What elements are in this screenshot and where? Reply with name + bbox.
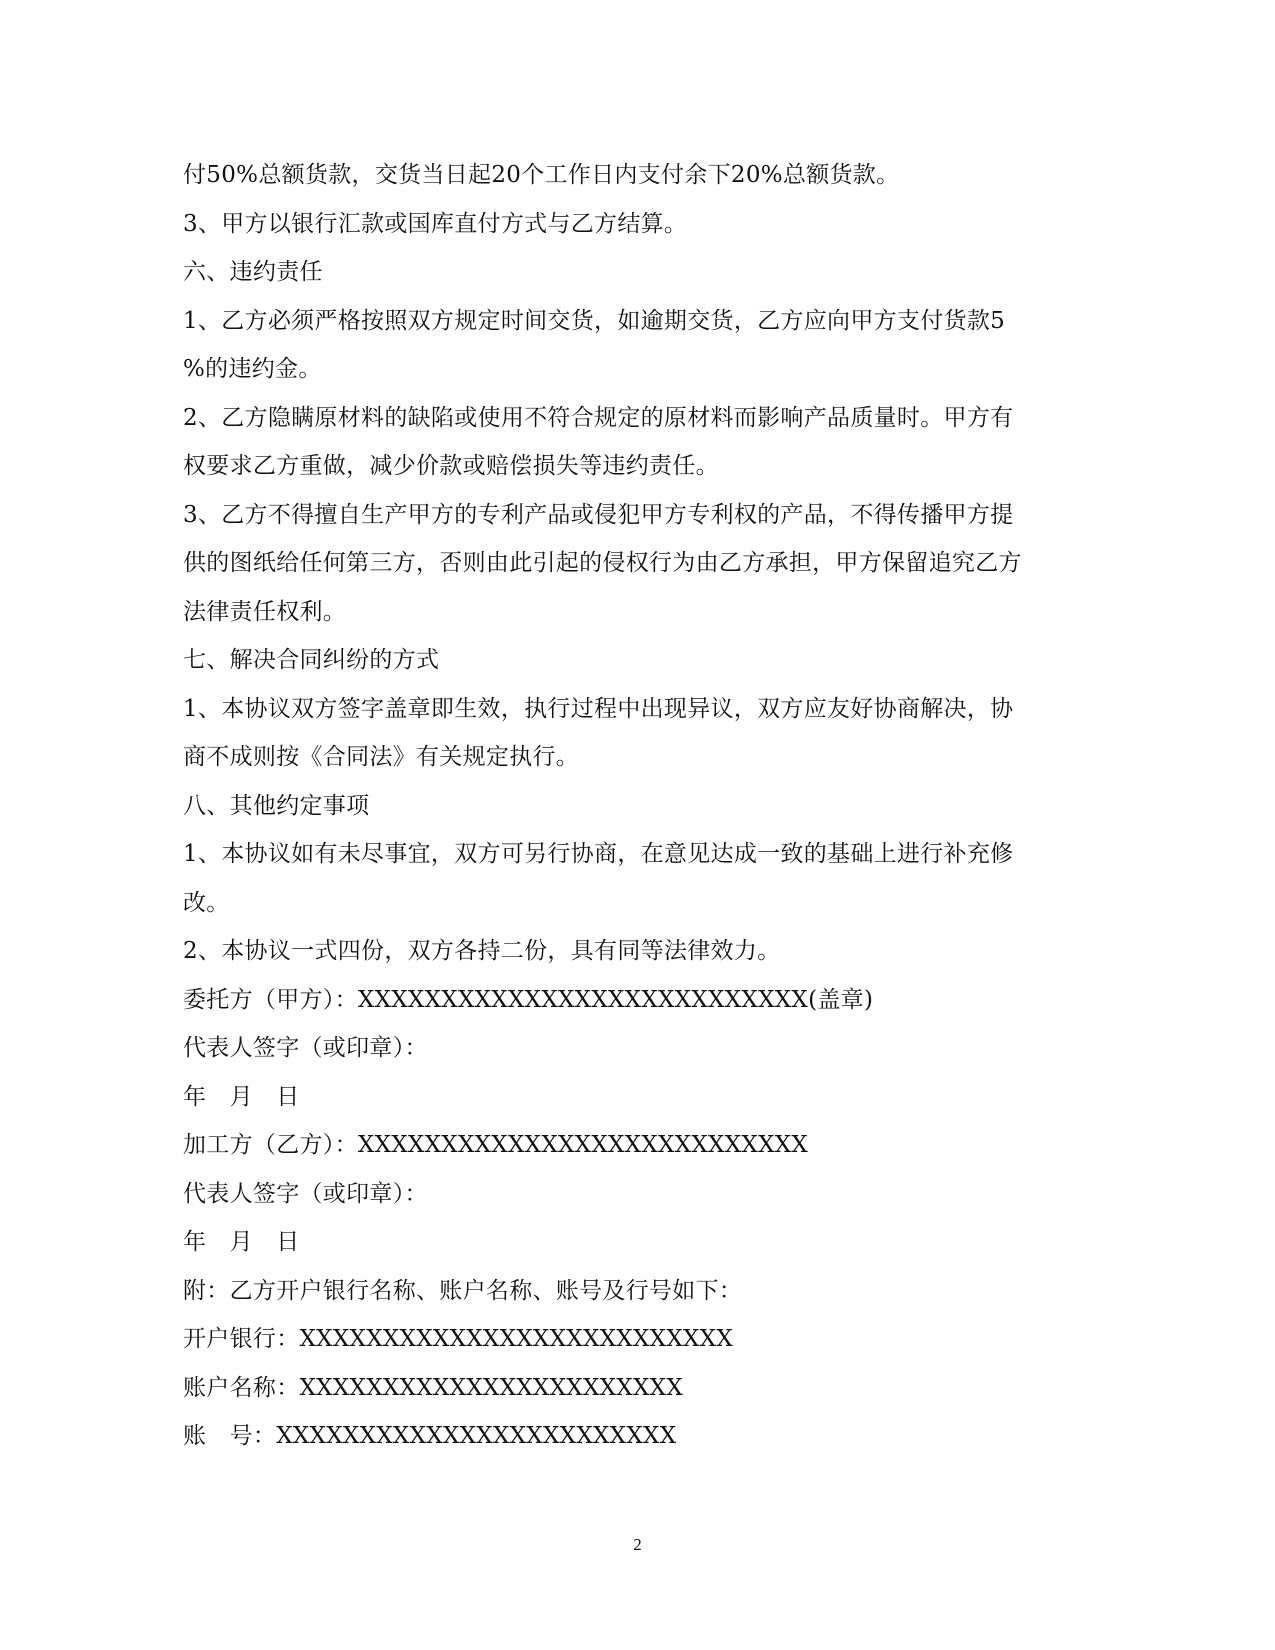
party-b-line: 加工方（乙方）：XXXXXXXXXXXXXXXXXXXXXXXXXXX — [183, 1132, 809, 1158]
document-body — [183, 151, 1088, 1461]
text-line: 1、本协议如有未尽事宜，双方可另行协商，在意见达成一致的基础上进行补充修 — [183, 841, 1014, 867]
date-line: 年 月 日 — [183, 1083, 300, 1110]
account-name-line: 账户名称：XXXXXXXXXXXXXXXXXXXXXXX — [183, 1374, 684, 1401]
party-a-line: 委托方（甲方）：XXXXXXXXXXXXXXXXXXXXXXXXXXX(盖章) — [183, 986, 874, 1013]
date-line: 年 月 日 — [183, 1229, 300, 1255]
section-heading: 八、其他约定事项 — [183, 792, 370, 819]
text-line: 3、甲方以银行汇款或国库直付方式与乙方结算。 — [183, 210, 688, 237]
text-line: 法律责任权利。 — [183, 598, 347, 625]
account-number-line: 账 号：XXXXXXXXXXXXXXXXXXXXXXXX — [183, 1423, 677, 1449]
appendix-line: 附：乙方开户银行名称、账户名称、账号及行号如下： — [183, 1277, 743, 1304]
text-line: %的违约金。 — [183, 356, 322, 382]
text-line: 改。 — [183, 889, 230, 916]
signature-line: 代表人签字（或印章）： — [183, 1035, 428, 1061]
signature-line: 代表人签字（或印章）： — [183, 1180, 428, 1207]
text-line: 1、本协议双方签字盖章即生效，执行过程中出现异议，双方应友好协商解决，协 — [183, 695, 1014, 722]
text-line: 商不成则按《合同法》有关规定执行。 — [183, 744, 580, 770]
text-line: 供的图纸给任何第三方，否则由此引起的侵权行为由乙方承担，甲方保留追究乙方 — [183, 550, 1022, 576]
text-line: 付50%总额货款，交货当日起20个工作日内支付余下20%总额货款。 — [183, 162, 900, 188]
page-number: 2 — [633, 1535, 642, 1554]
section-heading: 七、解决合同纠纷的方式 — [183, 647, 440, 673]
section-heading: 六、违约责任 — [183, 259, 323, 285]
text-line: 权要求乙方重做，减少价款或赔偿损失等违约责任。 — [183, 453, 719, 479]
text-line: 2、乙方隐瞒原材料的缺陷或使用不符合规定的原材料而影响产品质量时。甲方有 — [183, 404, 1014, 431]
text-line: 2、本协议一式四份，双方各持二份，具有同等法律效力。 — [183, 938, 781, 964]
text-line: 3、乙方不得擅自生产甲方的专利产品或侵犯甲方专利权的产品，不得传播甲方提 — [183, 501, 1014, 528]
bank-name-line: 开户银行：XXXXXXXXXXXXXXXXXXXXXXXXXX — [183, 1326, 734, 1352]
text-line: 1、乙方必须严格按照双方规定时间交货，如逾期交货，乙方应向甲方支付货款5 — [183, 307, 1006, 334]
